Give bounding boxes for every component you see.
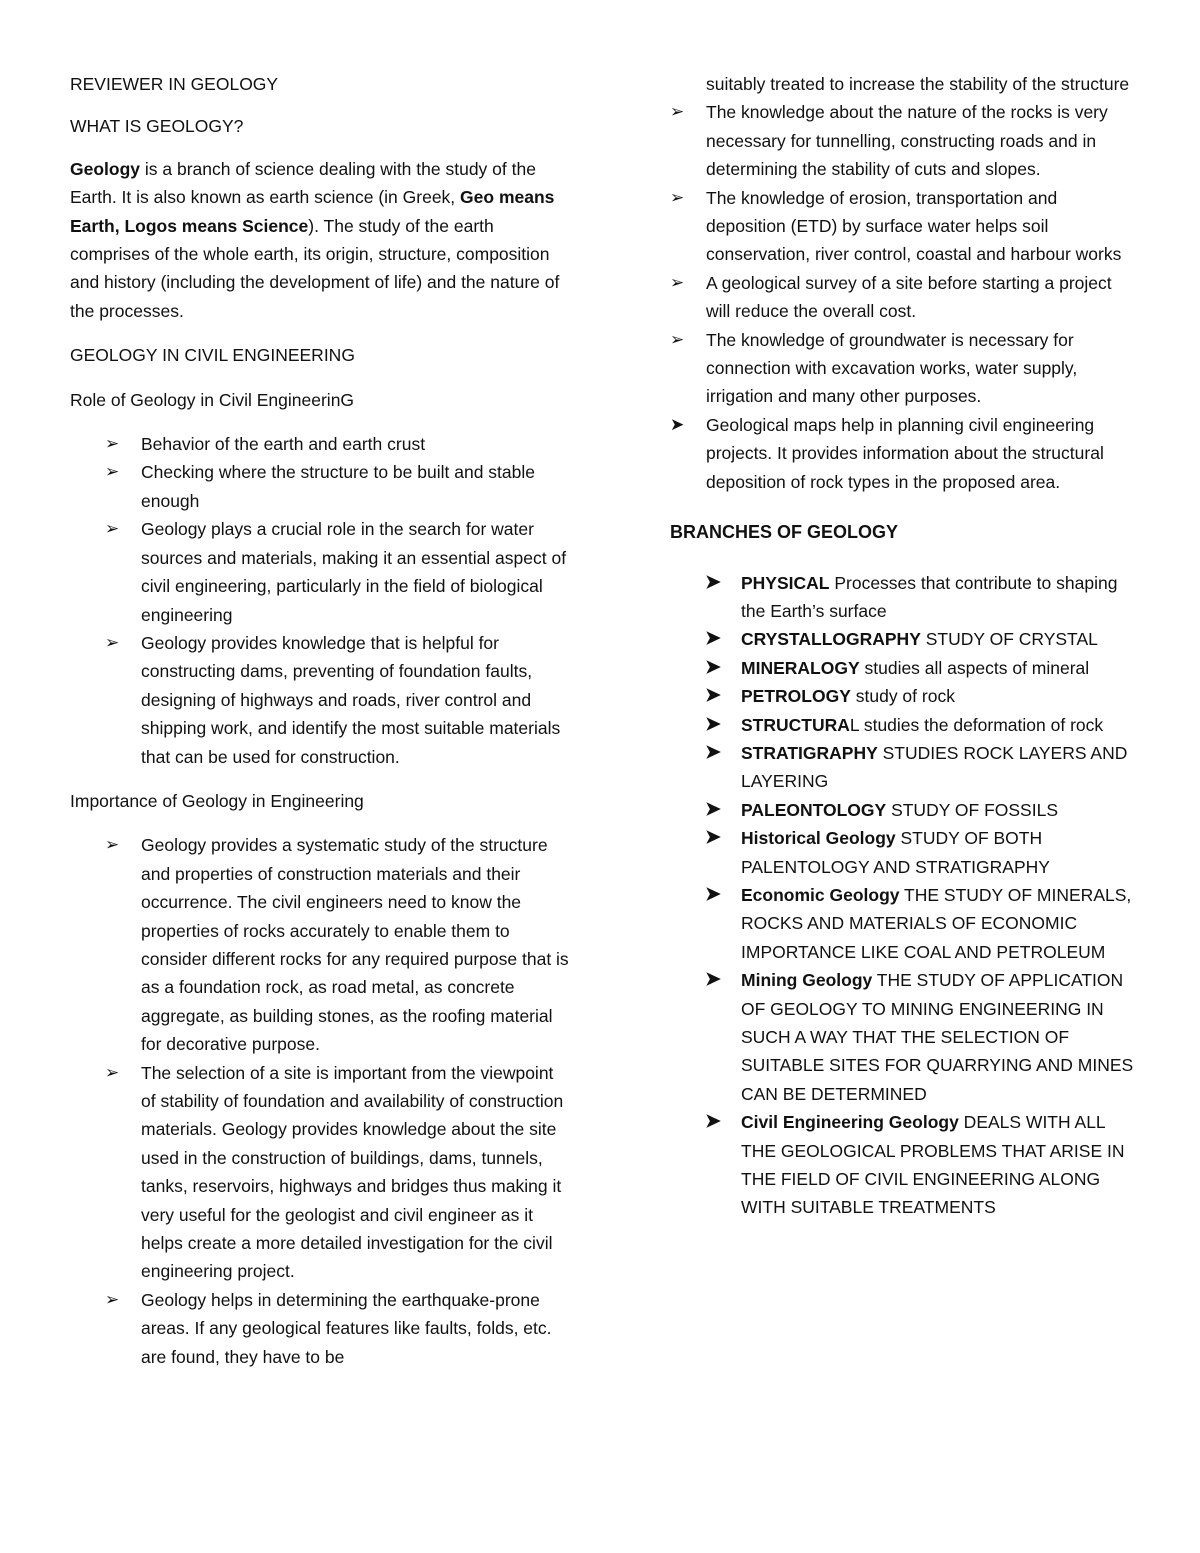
branch-item [705, 966, 1140, 1108]
arrowhead-bullet-icon: ➢ [670, 329, 685, 349]
list-item [670, 269, 1140, 326]
list-item [105, 629, 570, 771]
arrowhead-bullet-icon: ➢ [105, 519, 120, 539]
what-is-geology-heading: WHAT IS GEOLOGY? [70, 116, 244, 137]
list-item-text: The selection of a site is important from the viewpoint of stability of foundation and availability of construction materials. Geology provides knowledge about the site used in the construction of buildings, dams, tunnels, tanks, reservoirs, highways and bridges thus making it very useful for the geologist and civil engineer as it helps create a more detailed investigation for the civil engineering project. [141, 1062, 564, 1282]
left-column [70, 70, 570, 1371]
arrowhead-bullet-icon: ➤ [705, 656, 721, 678]
list-item-text: The knowledge of groundwater is necessary for connection with excavation works, water supply, irrigation and many other purposes. [706, 329, 1078, 407]
branch-term: Historical Geology [741, 828, 896, 849]
branch-desc: STUDY OF FOSSILS [886, 799, 1058, 820]
branch-desc: L studies the deformation of rock [849, 714, 1104, 735]
branch-desc: STUDY OF BOTH PALENTOLOGY AND STRATIGRAPHY [741, 828, 1050, 877]
arrowhead-bullet-icon: ➤ [705, 713, 721, 735]
branch-term: STRUCTURA [741, 714, 850, 735]
branches-heading: BRANCHES OF GEOLOGY [670, 522, 899, 543]
branch-term: Civil Engineering Geology [741, 1112, 959, 1133]
arrowhead-bullet-icon: ➢ [105, 632, 120, 652]
branch-term: MINERALOGY [741, 657, 860, 678]
list-item [105, 458, 570, 515]
branch-term: Mining Geology [741, 970, 873, 991]
arrowhead-bullet-icon: ➤ [705, 969, 721, 991]
branches-list [670, 569, 1140, 1222]
list-item-text: Geology helps in determining the earthquake-prone areas. If any geological features like faults, folds, etc. are found, they have to be [141, 1289, 552, 1367]
arrowhead-bullet-icon: ➤ [705, 1111, 721, 1133]
list-item-text: Geological maps help in planning civil engineering projects. It provides information about the structural deposition of rock types in the proposed area. [706, 414, 1104, 492]
branch-item [705, 881, 1140, 966]
arrowhead-bullet-icon: ➤ [705, 571, 721, 593]
arrowhead-bullet-icon: ➢ [670, 102, 685, 122]
arrowhead-bullet-icon: ➢ [670, 272, 685, 292]
list-item [105, 430, 570, 458]
branch-item [705, 569, 1140, 626]
list-item [670, 184, 1140, 269]
branch-desc: STUDIES ROCK LAYERS AND LAYERING [741, 742, 1128, 792]
branch-item [705, 824, 1140, 881]
importance-list [70, 831, 570, 1371]
branch-item [705, 1108, 1140, 1222]
branch-item [705, 625, 1140, 653]
list-item [105, 1286, 570, 1371]
branch-desc: study of rock [850, 686, 955, 707]
arrowhead-bullet-icon: ➤ [705, 685, 721, 707]
arrowhead-bullet-icon: ➤ [705, 628, 721, 650]
branch-item [705, 654, 1140, 682]
importance-heading: Importance of Geology in Engineering [70, 790, 364, 811]
arrowhead-bullet-icon: ➢ [105, 1289, 120, 1309]
arrowhead-bullet-icon: ➢ [105, 835, 120, 855]
intro-text-2: ). The study of the earth comprises of the whole earth, its origin, structure, composition and history (including the development of life) and the nature of the processes. [70, 215, 560, 321]
greek-meaning: Geo means Earth, Logos means Science [70, 187, 555, 236]
branch-term: PETROLOGY [741, 686, 851, 707]
list-item [670, 98, 1140, 183]
intro-paragraph [70, 155, 570, 325]
list-item-text: Geology provides knowledge that is helpful for constructing dams, preventing of foundation faults, designing of highways and roads, river control and shipping work, and identify the most suitable materials that can be used for construction. [141, 632, 561, 767]
geology-term: Geology [70, 158, 141, 179]
branch-term: STRATIGRAPHY [741, 742, 878, 763]
branch-desc: studies all aspects of mineral [859, 657, 1090, 678]
list-item-text: Geology provides a systematic study of the structure and properties of construction materials and their occurrence. The civil engineers need to know the properties of rocks accurately to enable them to consider different rocks for any required purpose that is as a foundation rock, as road metal, as concrete aggregate, as building stones, as the roofing material for decorative purpose. [141, 835, 569, 1055]
list-item-text: The knowledge of erosion, transportation and deposition (ETD) by surface water helps soil conservation, river control, coastal and harbour works [706, 187, 1122, 265]
right-column [670, 70, 1140, 1222]
branch-desc: Processes that contribute to shaping the Earth’s surface [741, 572, 1118, 621]
intro-text-1: is a branch of science dealing with the study of the Earth. It is also known as earth science (in Greek, [70, 158, 536, 208]
importance-list-continued [670, 98, 1140, 496]
civil-engineering-heading: GEOLOGY IN CIVIL ENGINEERING [70, 345, 355, 366]
arrowhead-bullet-icon: ➤ [705, 741, 721, 763]
arrowhead-bullet-icon: ➢ [105, 462, 120, 482]
arrowhead-bullet-icon: ➤ [705, 883, 721, 905]
role-list [70, 430, 570, 771]
document-title: REVIEWER IN GEOLOGY [70, 74, 279, 94]
arrowhead-bullet-icon: ➢ [105, 434, 120, 454]
arrowhead-bullet-icon: ➢ [105, 1062, 120, 1082]
list-item [105, 1059, 570, 1286]
list-item [670, 411, 1140, 496]
branch-term: PHYSICAL [741, 572, 830, 593]
list-item-text: The knowledge about the nature of the rocks is very necessary for tunnelling, constructing roads and in determining the stability of cuts and slopes. [706, 102, 1108, 180]
list-item-text: Checking where the structure to be built and stable enough [141, 462, 535, 511]
role-heading: Role of Geology in Civil EngineerinG [70, 389, 355, 410]
arrowhead-bullet-icon: ➤ [705, 798, 721, 820]
branch-term: CRYSTALLOGRAPHY [741, 629, 921, 650]
branch-term: Economic Geology [741, 884, 900, 905]
branch-desc: STUDY OF CRYSTAL [920, 629, 1098, 650]
branch-desc: THE STUDY OF MINERALS, ROCKS AND MATERIALS OF ECONOMIC IMPORTANCE LIKE COAL AND PETROLEUM [741, 884, 1132, 962]
arrowhead-bullet-icon: ➤ [705, 827, 721, 849]
list-item [670, 326, 1140, 411]
list-item [105, 515, 570, 629]
arrowhead-bullet-icon: ➢ [670, 187, 685, 207]
branch-item [705, 739, 1140, 796]
branch-desc: DEALS WITH ALL THE GEOLOGICAL PROBLEMS THAT ARISE IN THE FIELD OF CIVIL ENGINEERING ALONG WITH SUITABLE TREATMENTS [741, 1112, 1125, 1218]
branch-term: PALEONTOLOGY [741, 799, 887, 820]
list-item [105, 831, 570, 1058]
list-item-text: A geological survey of a site before starting a project will reduce the overall cost. [706, 272, 1112, 322]
branch-item [705, 711, 1140, 739]
list-item-text: Geology plays a crucial role in the search for water sources and materials, making it an essential aspect of civil engineering, particularly in the field of biological engineering [141, 519, 567, 625]
list-item-text: Behavior of the earth and earth crust [141, 434, 426, 455]
branch-item [705, 682, 1140, 710]
continuation-text: suitably treated to increase the stability of the structure [706, 74, 1130, 94]
branch-desc: THE STUDY OF APPLICATION OF GEOLOGY TO MINING ENGINEERING IN SUCH A WAY THAT THE SELECTION OF SUITABLE SITES FOR QUARRYING AND MINES CAN BE DETERMINED [741, 970, 1134, 1104]
branch-item [705, 796, 1140, 824]
arrowhead-bullet-icon: ➤ [670, 414, 685, 434]
